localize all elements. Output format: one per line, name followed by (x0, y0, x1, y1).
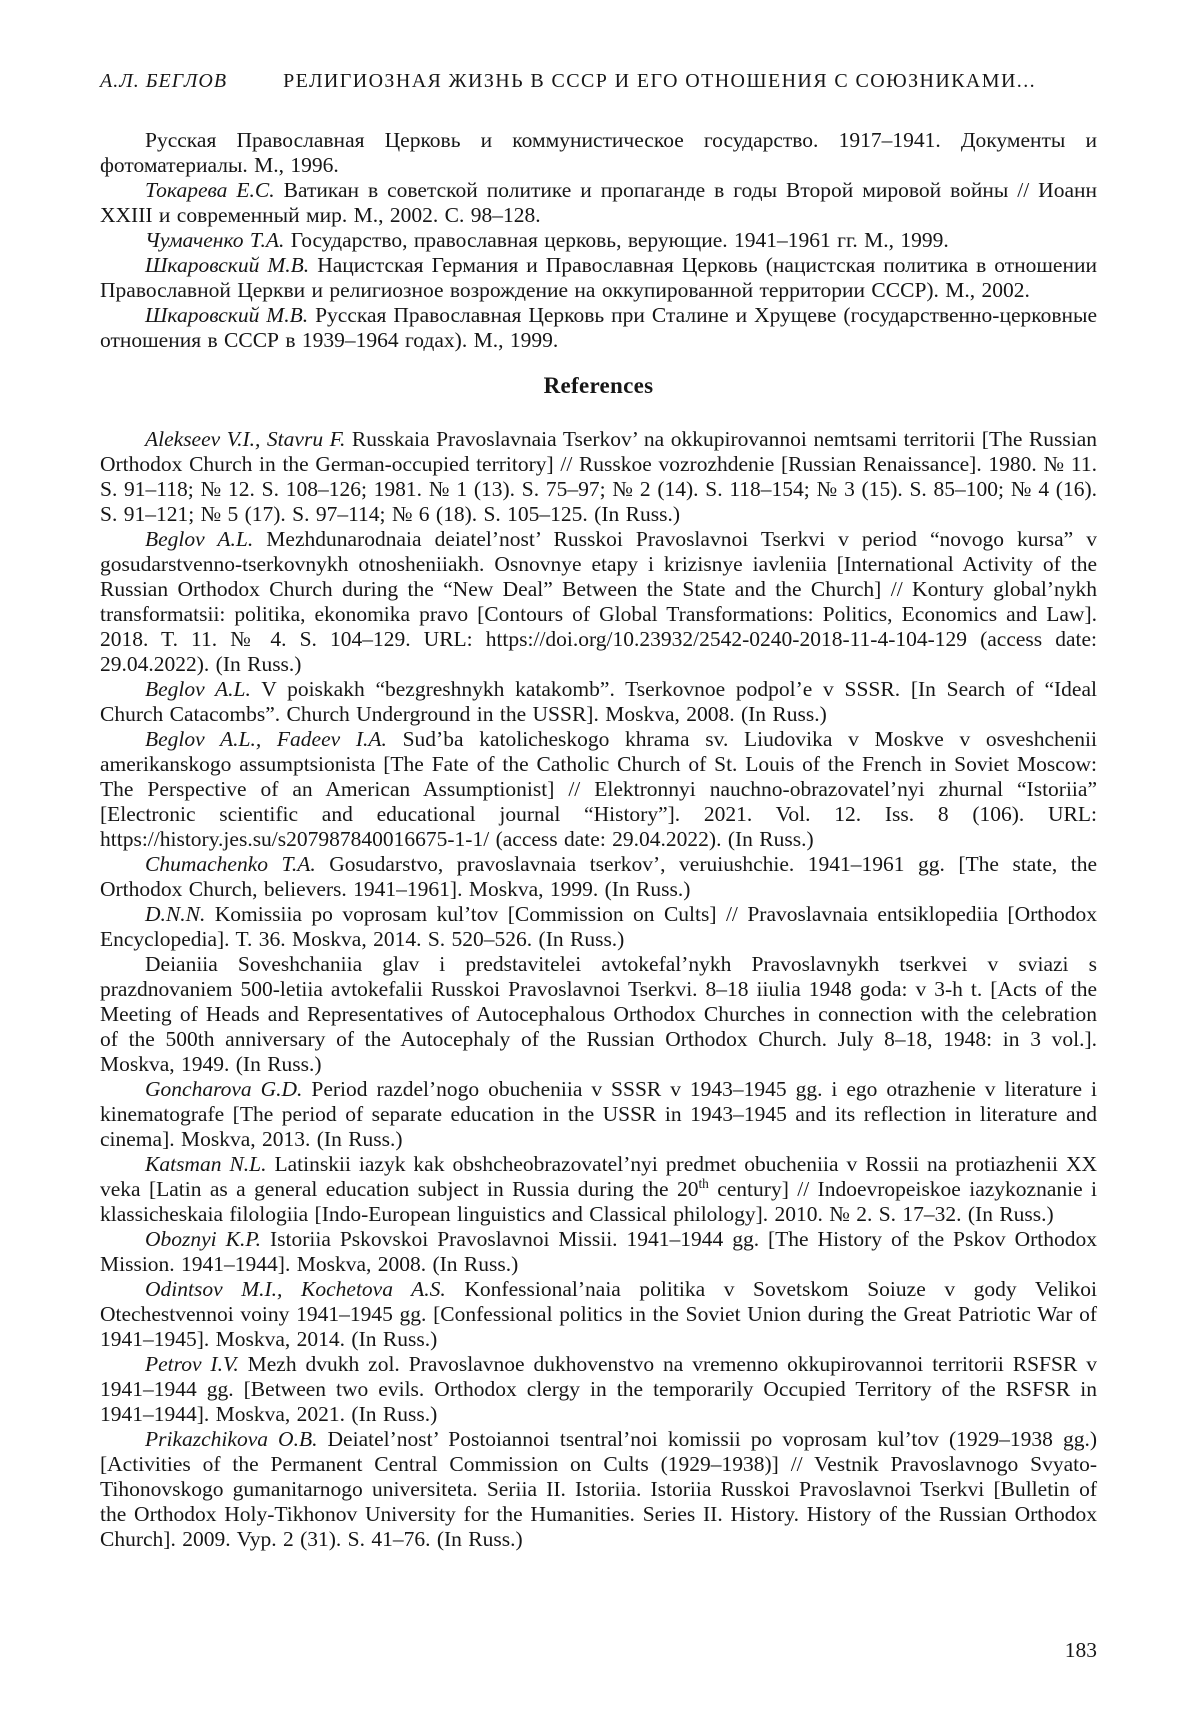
entry-text: Period razdel’nogo obucheniia v SSSR v 1943–1945 gg. i ego otrazhenie v literature i kinematografe [The period of separate education in the USSR in 1943–1945 and its reflection in literature and cinema]. Moskva, 2013. (In Russ.) (100, 1077, 1098, 1151)
reference-entry (100, 1352, 1097, 1427)
reference-entry (100, 527, 1097, 677)
running-head (100, 70, 1097, 92)
entry-author: Beglov A.L., Fadeev I.A. (145, 727, 387, 751)
entry-author: Alekseev V.I., Stavru F. (145, 427, 346, 451)
entry-text: Istoriia Pskovskoi Pravoslavnoi Missii. 1941–1944 gg. [The History of the Pskov Orthodox Mission. 1941–1944]. Moskva, 2008. (In Russ.) (100, 1227, 1097, 1276)
entry-text: century] // Indoevropeiskoe iazykoznanie i klassicheskaia filologiia [Indo-European linguistics and Classical philology]. 2010. № 2. S. 17–32. (In Russ.) (100, 1177, 1097, 1226)
reference-entry (100, 1227, 1097, 1277)
entry-text: Русская Православная Церковь и коммунистическое государство. 1917–1941. Документы и фотоматериалы. М., 1996. (100, 128, 1097, 177)
reference-entry (100, 427, 1097, 527)
entry-text: Русская Православная Церковь при Сталине и Хрущеве (государственно-церковные отношения в СССР в 1939–1964 годах). М., 1999. (100, 303, 1097, 352)
reference-entry (100, 1427, 1097, 1552)
reference-entry (100, 727, 1097, 852)
entry-text: Konfessional’naia politika v Sovetskom Soiuze v gody Velikoi Otechestvennoi voiny 1941–1945 gg. [Confessional politics in the Soviet Union during the Great Patriotic War of 1941–1945]. Moskva, 2014. (In Russ.) (100, 1277, 1098, 1351)
entry-text: Mezhdunarodnaia deiatel’nost’ Russkoi Pravoslavnoi Tserkvi v period “novogo kursa” v gosudarstvenno-tserkovnykh otnosheniiakh. Osnovnye etapy i krizisnye iavleniia [International Activity of the Russian Orthodox Church during the “New Deal” Between the State and the Church] // Kontury global’nykh transformatsii: politika, ekonomika pravo [Contours of Global Transformations: Politics, Economics and Law]. 2018. T. 11. № 4. S. 104–129. URL: https://doi.org/10.23932/2542-0240-2018-11-4-104-129 (access date: 29.04.2022). (In Russ.) (100, 527, 1097, 676)
reference-entry (100, 1152, 1097, 1227)
entry-text: Sud’ba katolicheskogo khrama sv. Liudovika v Moskve v osveshchenii amerikanskogo assumptsionista [The Fate of the Catholic Church of St. Louis of the French in Soviet Moscow: The Perspective of an American Assumptionist] // Elektronnyi nauchno-obrazovatel’nyi zhurnal “Istoriia” [Electronic scientific and educational journal “History”]. 2021. Vol. 12. Iss. 8 (106). URL: https://history.jes.su/s207987840016675-1-1/ (access date: 29.04.2022). (In Russ.) (100, 727, 1097, 851)
entry-author: Beglov A.L. (145, 677, 251, 701)
entry-text: Komissiia po voprosam kul’tov [Commission on Cults] // Pravoslavnaia entsiklopediia [Orthodox Encyclopedia]. T. 36. Moskva, 2014. S. 520–526. (In Russ.) (100, 902, 1097, 951)
entry-author: Oboznyi K.P. (145, 1227, 262, 1251)
russian-bibliography-section (100, 128, 1097, 353)
entry-author: Prikazchikova O.B. (145, 1427, 318, 1451)
reference-entry (100, 852, 1097, 902)
page-number: 183 (1064, 1638, 1097, 1662)
references-heading: References (543, 373, 654, 398)
entry-author: Шкаровский М.В. (145, 253, 310, 277)
entry-text: Mezh dvukh zol. Pravoslavnoe dukhovenstvo na vremenno okkupirovannoi territorii RSFSR v 1941–1944 gg. [Between two evils. Orthodox clergy in the temporarily Occupied Territory of the RSFSR in 1941–1944]. Moskva, 2021. (In Russ.) (100, 1352, 1097, 1426)
entry-text: Deiatel’nost’ Postoiannoi tsentral’noi komissii po voprosam kul’tov (1929–1938 gg.) [Activities of the Permanent Central Commission on Cults (1929–1938)] // Vestnik Pravoslavnogo Svyato-Tihonovskogo gumanitarnogo universiteta. Seriia II. Istoriia. Istoriia Russkoi Pravoslavnoi Tserkvi [Bulletin of the Orthodox Holy-Tikhonov University for the Humanities. Series II. History. History of the Russian Orthodox Church]. 2009. Vyp. 2 (31). S. 41–76. (In Russ.) (100, 1427, 1097, 1551)
running-head-author: А.Л. БЕГЛОВ (100, 70, 228, 92)
reference-entry (100, 1277, 1097, 1352)
superscript-ordinal: th (698, 1175, 709, 1191)
bibliography-entry (100, 253, 1097, 303)
entry-author: Goncharova G.D. (145, 1077, 303, 1101)
entry-author: Odintsov M.I., Kochetova A.S. (145, 1277, 446, 1301)
bibliography-entry (100, 178, 1097, 228)
entry-author: Beglov A.L. (145, 527, 254, 551)
entry-text: Нацистская Германия и Православная Церковь (нацистская политика в отношении Православной Церкви и религиозное возрождение на оккупированной территории СССР). М., 2002. (100, 253, 1097, 302)
entry-author: Шкаровский М.В. (145, 303, 309, 327)
entry-author: Токарева Е.С. (145, 178, 275, 202)
entry-author: D.N.N. (145, 902, 206, 926)
bibliography-entry (100, 303, 1097, 353)
reference-entry (100, 1077, 1097, 1152)
entry-author: Katsman N.L. (145, 1152, 267, 1176)
entry-text: Latinskii iazyk kak obshcheobrazovatel’nyi predmet obucheniia v Rossii na protiazhenii XX veka [Latin as a general education subject in Russia during the 20 (100, 1152, 1098, 1201)
reference-entry (100, 677, 1097, 727)
references-section (100, 427, 1097, 1552)
entry-text: Gosudarstvo, pravoslavnaia tserkov’, veruiushchie. 1941–1961 gg. [The state, the Orthodox Church, believers. 1941–1961]. Moskva, 1999. (In Russ.) (100, 852, 1097, 901)
reference-entry (100, 902, 1097, 952)
entry-author: Чумаченко Т.А. (145, 228, 285, 252)
bibliography-entry (100, 228, 1097, 253)
entry-author: Chumachenko T.A. (145, 852, 316, 876)
entry-text: Государство, православная церковь, верующие. 1941–1961 гг. М., 1999. (284, 228, 949, 252)
entry-text: Deianiia Soveshchaniia glav i predstavitelei avtokefal’nykh Pravoslavnykh tserkvei v sviazi s prazdnovaniem 500-letiia avtokefalii Russkoi Pravoslavnoi Tserkvi. 8–18 iiulia 1948 goda: v 3-h t. [Acts of the Meeting of Heads and Representatives of Autocephalous Orthodox Churches in connection with the celebration of the 500th anniversary of the Autocephaly of the Russian Orthodox Church. July 8–18, 1948: in 3 vol.]. Moskva, 1949. (In Russ.) (100, 952, 1097, 1076)
running-head-title: РЕЛИГИОЗНАЯ ЖИЗНЬ В СССР И ЕГО ОТНОШЕНИЯ С СОЮЗНИКАМИ... (283, 70, 1036, 92)
entry-text: V poiskakh “bezgreshnykh katakomb”. Tserkovnoe podpol’e v SSSR. [In Search of “Ideal Church Catacombs”. Church Underground in the USSR]. Moskva, 2008. (In Russ.) (100, 677, 1097, 726)
entry-text: Ватикан в советской политике и пропаганде в годы Второй мировой войны // Иоанн XXIII и современный мир. М., 2002. С. 98–128. (100, 178, 1098, 227)
entry-text: Russkaia Pravoslavnaia Tserkov’ na okkupirovannoi nemtsami territorii [The Russian Orthodox Church in the German-occupied territory] // Russkoe vozrozhdenie [Russian Renaissance]. 1980. № 11. S. 91–118; № 12. S. 108–126; 1981. № 1 (13). S. 75–97; № 2 (14). S. 118–154; № 3 (15). S. 85–100; № 4 (16). S. 91–121; № 5 (17). S. 97–114; № 6 (18). S. 105–125. (In Russ.) (100, 427, 1098, 526)
bibliography-entry (100, 128, 1097, 178)
reference-entry (100, 952, 1097, 1077)
entry-author: Petrov I.V. (145, 1352, 239, 1376)
